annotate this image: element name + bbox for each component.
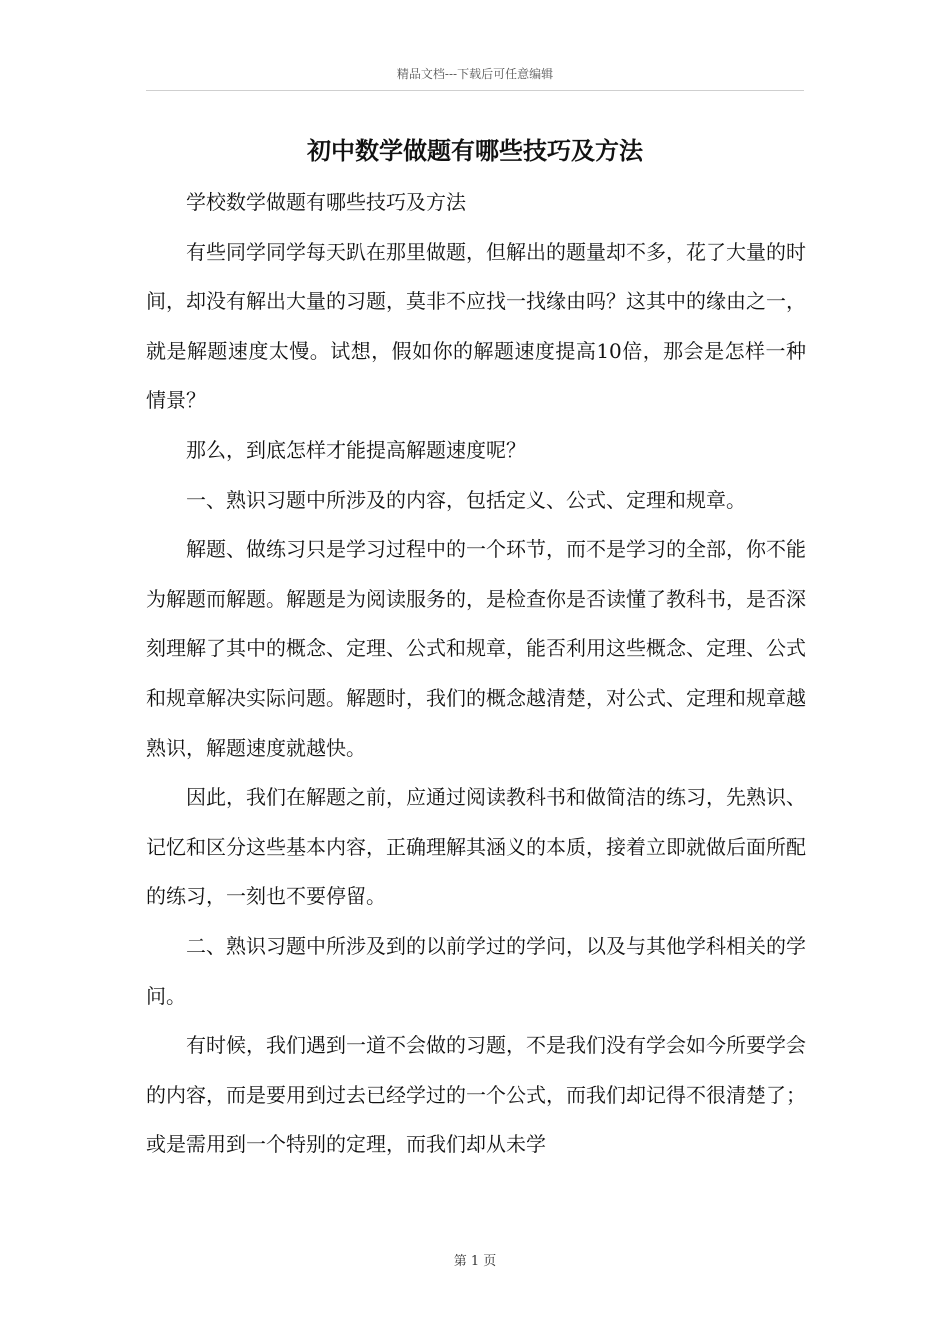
paragraph: 有时候，我们遇到一道不会做的习题，不是我们没有学会如今所要学会的内容，而是要用到过去已经学过的一个公式，而我们却记得不很清楚了；或是需用到一个特别的定理，而我们却从未学	[146, 1033, 806, 1157]
document-body	[146, 178, 806, 1170]
page-header: 精品文档---下载后可任意编辑	[396, 67, 554, 81]
paragraph-subtitle: 学校数学做题有哪些技巧及方法	[186, 190, 466, 214]
paragraph-section-heading: 二、熟识习题中所涉及到的以前学过的学问，以及与其他学科相关的学问。	[146, 933, 806, 1008]
header-divider	[146, 90, 804, 91]
paragraph: 那么，到底怎样才能提高解题速度呢？	[186, 437, 526, 462]
paragraph: 解题、做练习只是学习过程中的一个环节，而不是学习的全部，你不能为解题而解题。解题是为阅读服务的，是检查你是否读懂了教科书，是否深刻理解了其中的概念、定理、公式和规章，能否利用这些概念、定理、公式和规章解决实际问题。解题时，我们的概念越清楚，对公式、定理和规章越熟识，解题速度就越快。	[146, 537, 806, 760]
paragraph: 因此，我们在解题之前，应通过阅读教科书和做简洁的练习，先熟识、记忆和区分这些基本内容，正确理解其涵义的本质，接着立即就做后面所配的练习，一刻也不要停留。	[146, 785, 806, 909]
paragraph-section-heading: 一、熟识习题中所涉及的内容，包括定义、公式、定理和规章。	[186, 487, 746, 512]
document-title: 初中数学做题有哪些技巧及方法	[307, 136, 643, 165]
page-number: 第 1 页	[453, 1254, 497, 1269]
paragraph: 有些同学同学每天趴在那里做题，但解出的题量却不多，花了大量的时间，却没有解出大量的习题，莫非不应找一找缘由吗？这其中的缘由之一，就是解题速度太慢。试想，假如你的解题速度提高10倍，那会是怎样一种情景？	[146, 239, 806, 413]
